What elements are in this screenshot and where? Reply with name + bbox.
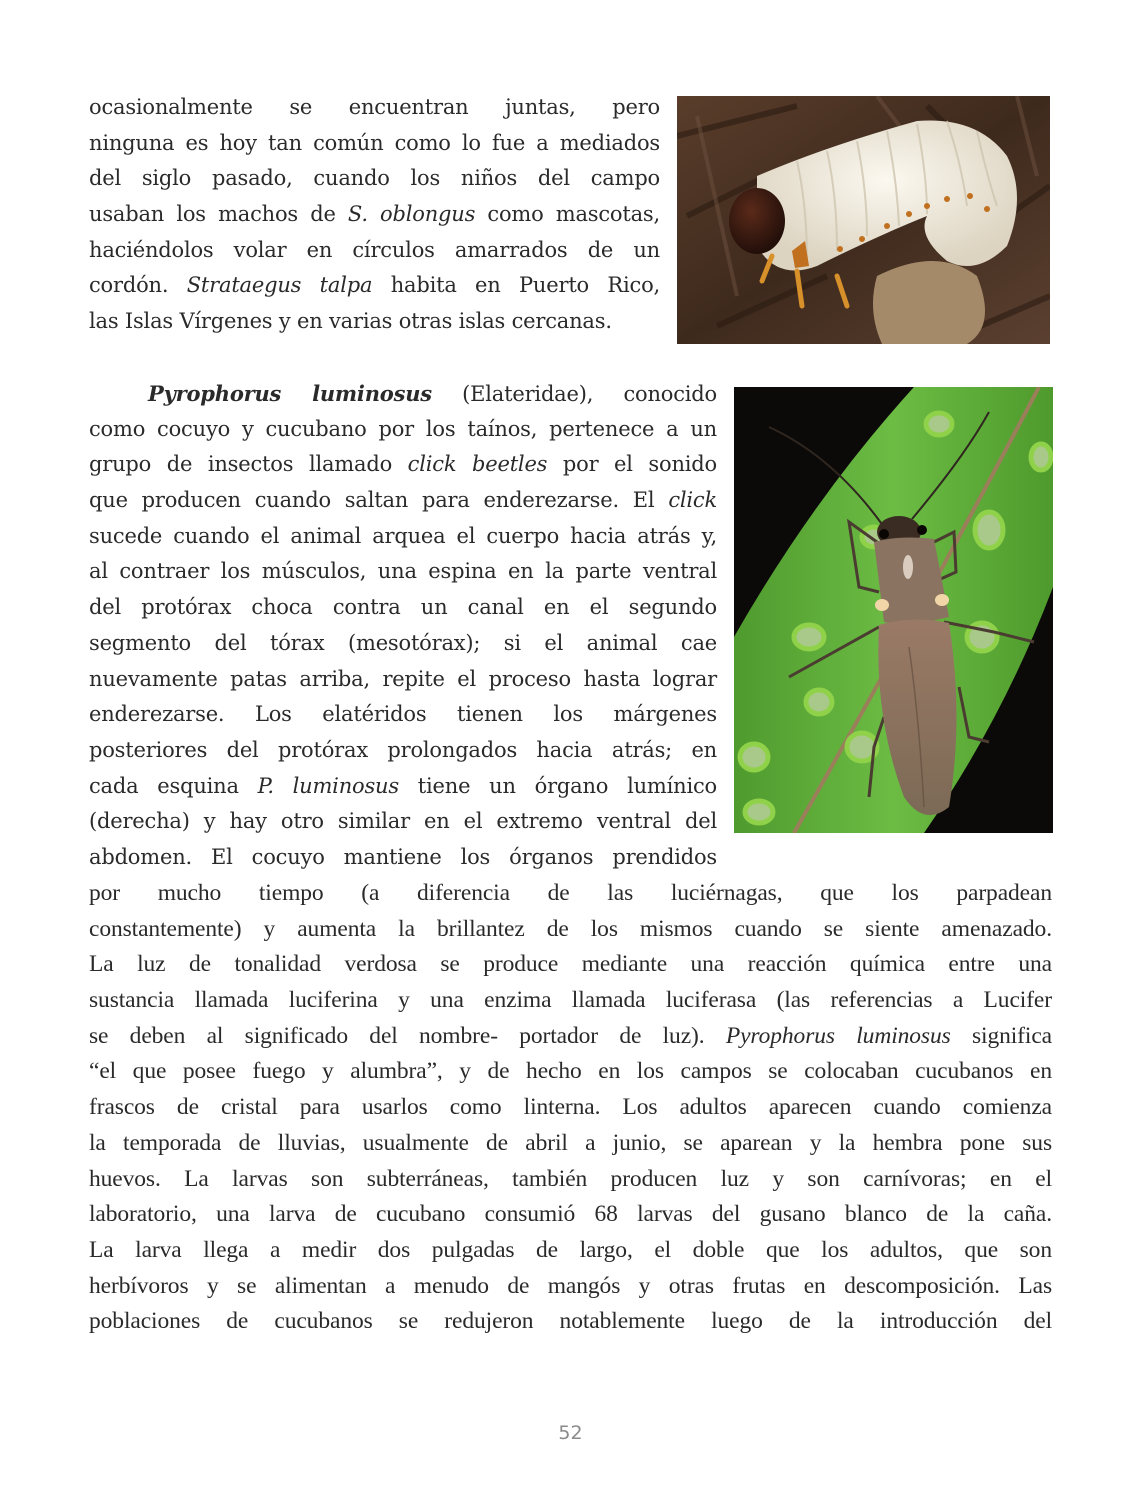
text-line: huevos. La larvas son subterráneas, también producen luz y son carnívoras; en el: [89, 1165, 1052, 1192]
text-line: como cocuyo y cucubano por los taínos, pertenece a un: [89, 416, 717, 441]
text-line: Pyrophorus luminosus (Elateridae), conocido: [148, 381, 717, 406]
page-number: 52: [558, 1422, 583, 1444]
text-line: posteriores del protórax prolongados hacia atrás; en: [89, 737, 717, 762]
species-italic: S. oblongus: [347, 202, 476, 227]
larva-illustration: [677, 96, 1050, 344]
text-line: al contraer los músculos, una espina en la parte ventral: [89, 559, 717, 584]
text-line: abdomen. El cocuyo mantiene los órganos prendidos: [89, 844, 717, 869]
text-line: haciéndolos volar en círculos amarrados de un: [89, 237, 660, 262]
paragraph-pyrophorus: [89, 376, 717, 876]
text-line: La luz de tonalidad verdosa se produce mediante una reacción química entre una: [89, 951, 1052, 978]
text-line: del protórax choca contra un canal en el segundo: [89, 595, 717, 620]
paragraph-strataegus-continued: [89, 90, 660, 340]
text-line: la temporada de lluvias, usualmente de abril a junio, se aparean y la hembra pone sus: [89, 1129, 1052, 1156]
text-line: “el que posee fuego y alumbra”, y de hecho en los campos se colocaban cucubanos en: [89, 1058, 1052, 1085]
text-line: La larva llega a medir dos pulgadas de largo, el doble que los adultos, que son: [89, 1236, 1052, 1263]
text-line: constantemente) y aumenta la brillantez de los mismos cuando se siente amenazado.: [89, 915, 1052, 942]
text-line: cordón. Strataegus talpa habita en Puerto Rico,: [89, 273, 661, 298]
text-line: grupo de insectos llamado click beetles por el sonido: [89, 452, 717, 477]
text-line: poblaciones de cucubanos se redujeron notablemente luego de la introducción del: [89, 1308, 1052, 1335]
text-line: (derecha) y hay otro similar en el extremo ventral del: [89, 809, 717, 834]
species-italic: Strataegus talpa: [186, 273, 373, 298]
term-italic: click: [668, 488, 717, 513]
text-line: por mucho tiempo (a diferencia de las luciérnagas, que los parpadean: [89, 880, 1052, 906]
text-line: nuevamente patas arriba, repite el proceso hasta lograr: [89, 666, 717, 691]
text-line: sucede cuando el animal arquea el cuerpo hacia atrás y,: [89, 523, 717, 548]
text-line: cada esquina P. luminosus tiene un órgano lumínico: [89, 773, 717, 798]
text-line: enderezarse. Los elatéridos tienen los márgenes: [89, 702, 717, 727]
species-italic: Pyrophorus luminosus: [725, 1022, 951, 1049]
text-line: del siglo pasado, cuando los niños del campo: [89, 166, 660, 191]
text-line: laboratorio, una larva de cucubano consumió 68 larvas del gusano blanco de la caña.: [89, 1201, 1052, 1228]
text-line: frascos de cristal para usarlos como linterna. Los adultos aparecen cuando comienza: [89, 1094, 1052, 1121]
text-line: ocasionalmente se encuentran juntas, pero: [89, 95, 660, 119]
paragraph-pyrophorus-continued: [89, 876, 1052, 1340]
text-line: segmento del tórax (mesotórax); si el animal cae: [89, 630, 717, 655]
click-beetle-photo: [734, 387, 1053, 833]
text-line: usaban los machos de S. oblongus como mascotas,: [89, 202, 660, 227]
term-italic: click beetles: [407, 452, 548, 477]
larva-photo: [677, 96, 1050, 344]
beetle-illustration: [734, 387, 1053, 833]
text-line: las Islas Vírgenes y en varias otras islas cercanas.: [89, 309, 612, 334]
text-line: sustancia llamada luciferina y una enzima llamada luciferasa (las referencias a Lucifer: [89, 987, 1052, 1014]
text-line: que producen cuando saltan para enderezarse. El click: [89, 488, 717, 513]
text-line: ninguna es hoy tan común como lo fue a mediados: [89, 130, 660, 155]
text-line: se deben al significado del nombre- portador de luz). Pyrophorus luminosus significa: [89, 1022, 1052, 1049]
species-heading: Pyrophorus luminosus: [148, 381, 432, 406]
species-italic: P. luminosus: [257, 773, 399, 798]
text-line: herbívoros y se alimentan a menudo de mangós y otras frutas en descomposición. Las: [89, 1272, 1052, 1299]
